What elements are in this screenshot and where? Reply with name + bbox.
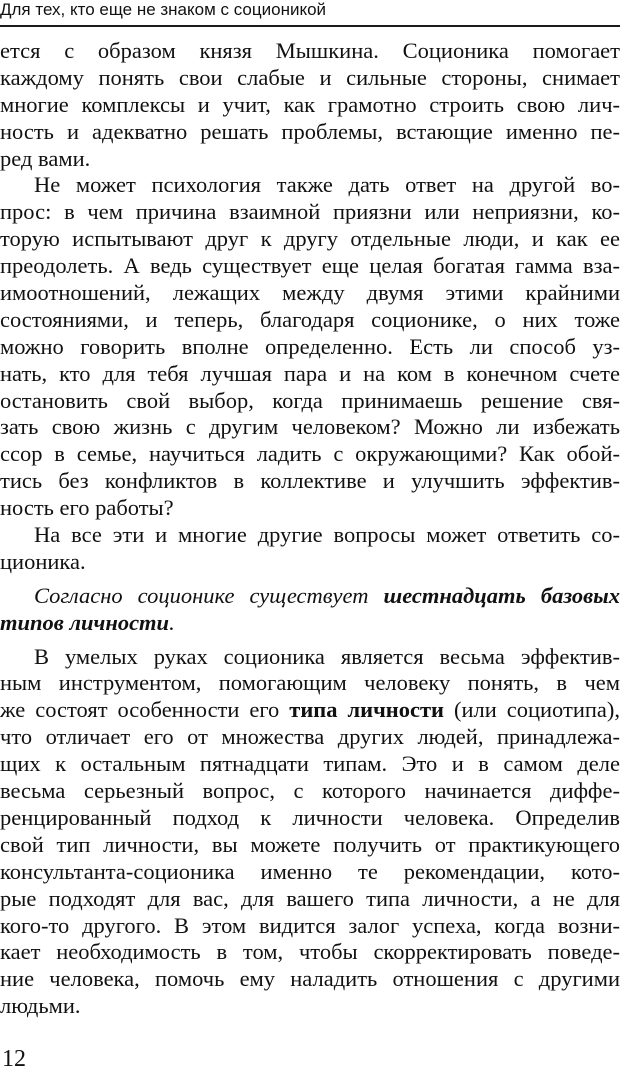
header-rule <box>0 25 620 27</box>
text-line <box>0 697 620 724</box>
plain-text: (или социотипа), <box>443 697 620 723</box>
text-line: тись без конфликтов в коллективе и улучшить эффектив- <box>0 468 620 494</box>
text-line: рые подходят для вас, для вашего типа личности, а не для <box>0 885 620 911</box>
text-line: ние человека, помочь ему наладить отношения с другими <box>0 966 620 992</box>
paragraph-answer <box>0 522 620 576</box>
text-line: многие комплексы и учит, как грамотно строить свою лич- <box>0 91 620 117</box>
text-line: щих к остальным пятнадцати типам. Это и в самом деле <box>0 751 620 777</box>
text-line: остановить свой выбор, когда принимаешь решение свя- <box>0 387 620 413</box>
text-line: ренцированный подход к личности человека. Определив <box>0 804 620 830</box>
text-line: В умелых руках соционика является весьма эффектив- <box>34 643 620 669</box>
body-text <box>0 38 620 1020</box>
text-line: На все эти и многие другие вопросы может ответить со- <box>34 522 620 548</box>
paragraph-gap <box>0 637 620 644</box>
text-line: преодолеть. А ведь существует еще целая богатая гамма вза- <box>0 253 620 279</box>
text-line: можно говорить вполне определенно. Есть ли способ уз- <box>0 333 620 359</box>
text-line: нать, кто для тебя лучшая пара и на ком в конечном счете <box>0 360 620 386</box>
text-line <box>0 583 620 610</box>
running-header: Для тех, кто еще не знаком с соционикой <box>0 0 327 19</box>
text-line: свой тип личности, вы можете получить от практикующего <box>0 831 620 857</box>
text-line: ционика. <box>0 548 86 574</box>
plain-text: же состоят особенности его <box>0 697 290 723</box>
text-line: людьми. <box>0 993 81 1019</box>
text-line: состояниями, и теперь, благодаря соционике, о них тоже <box>0 306 620 332</box>
paragraph-socionics-tool <box>0 644 620 1020</box>
text-line: ность его работы? <box>0 495 174 521</box>
text-line: ным инструментом, помогающим человеку понять, в чем <box>0 670 620 696</box>
text-line: ред вами. <box>0 145 91 171</box>
text-line <box>0 610 620 637</box>
paragraph-questions <box>0 172 620 522</box>
text-line: имоотношений, лежащих между двумя этими крайними <box>0 280 620 306</box>
text-line: весьма серьезный вопрос, с которого начинается диффе- <box>0 778 620 804</box>
bold-italic-text: шестнадцать базовых <box>383 582 620 608</box>
text-line: ность и адекватно решать проблемы, встающие именно пе- <box>0 118 620 144</box>
page-number: 12 <box>2 1046 26 1072</box>
paragraph-gap <box>0 576 620 583</box>
text-line: Не может психология также дать ответ на другой во- <box>34 172 620 198</box>
text-line: каждому понять свои слабые и сильные стороны, снимает <box>0 64 620 90</box>
text-line: консультанта-соционика именно те рекомендации, кото- <box>0 858 620 884</box>
bold-italic-text: типов личности <box>0 609 170 635</box>
paragraph-continuation <box>0 38 620 172</box>
text-line: прос: в чем причина взаимной приязни или неприязни, ко- <box>0 199 620 225</box>
text-line: зать свою жизнь с другим человеком? Можно ли избежать <box>0 414 620 440</box>
italic-text: Согласно соционике существует <box>34 582 384 608</box>
text-line: ется с образом князя Мышкина. Соционика помогает <box>0 38 620 63</box>
emphasis-statement <box>0 583 620 637</box>
text-line: кает необходимость в том, чтобы скорректировать поведе- <box>0 939 620 965</box>
text-line: торую испытывают друг к другу отдельные люди, и как ее <box>0 226 620 252</box>
text-line: кого-то другого. В этом видится залог успеха, когда возни- <box>0 912 620 938</box>
text-line: что отличает его от множества других людей, принадлежа- <box>0 724 620 750</box>
bold-text: типа личности <box>289 697 444 723</box>
italic-text: . <box>169 609 175 635</box>
text-line: ссор в семье, научиться ладить с окружающими? Как обой- <box>0 441 620 467</box>
